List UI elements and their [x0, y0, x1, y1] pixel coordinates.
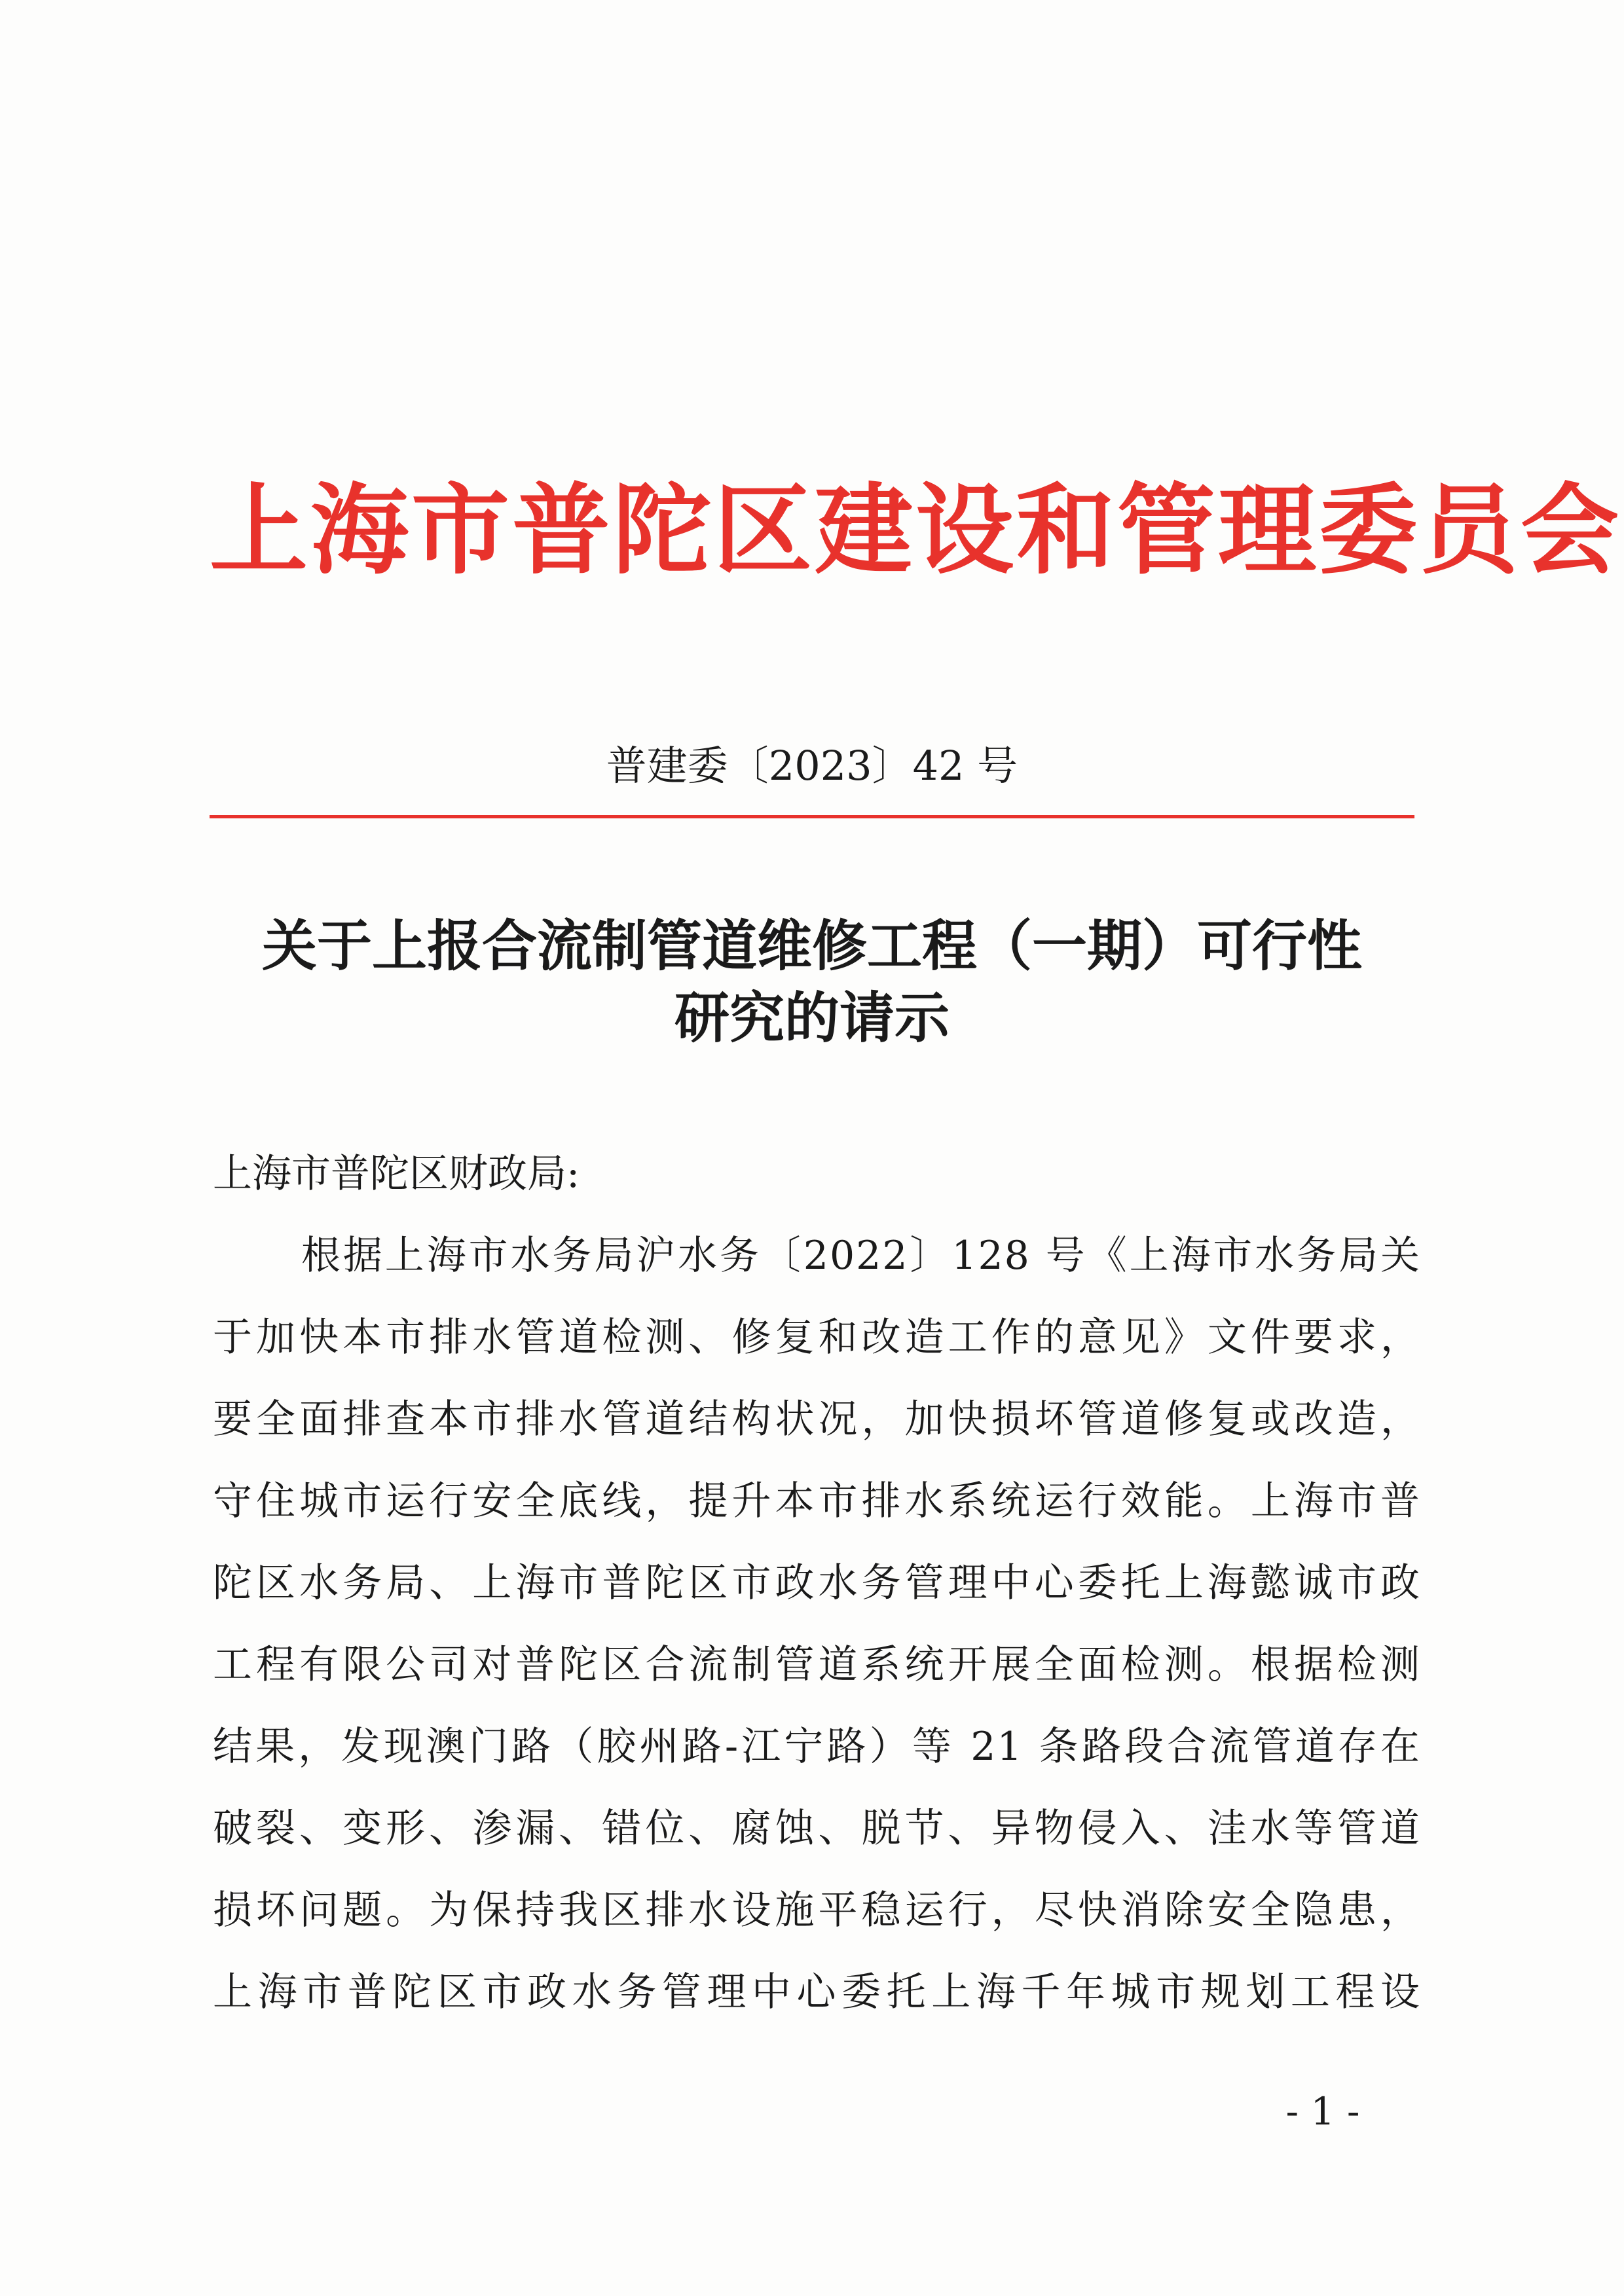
body-line: 结果，发现澳门路（胶州路-江宁路）等 21 条路段合流管道存在 [213, 1724, 1421, 1770]
body-line: 上海市普陀区市政水务管理中心委托上海千年城市规划工程设 [213, 1969, 1421, 2015]
salutation: 上海市普陀区财政局: [213, 1151, 580, 1197]
body-line: 工程有限公司对普陀区合流制管道系统开展全面检测。根据检测 [213, 1642, 1421, 1688]
page-number: - 1 - [1285, 2089, 1360, 2134]
body-line: 破裂、变形、渗漏、错位、腐蚀、脱节、异物侵入、洼水等管道 [213, 1806, 1421, 1851]
title-line-2: 研究的请示 [674, 985, 950, 1050]
title-line-1: 关于上报合流制管道维修工程（一期）可行性 [261, 913, 1362, 978]
body-line: 守住城市运行安全底线，提升本市排水系统运行效能。上海市普 [213, 1478, 1421, 1524]
document-number: 普建委〔2023〕42 号 [606, 742, 1018, 790]
body-line: 根据上海市水务局沪水务〔2022〕128 号《上海市水务局关 [301, 1233, 1421, 1279]
red-separator-line [210, 815, 1414, 818]
body-line: 于加快本市排水管道检测、修复和改造工作的意见》文件要求， [213, 1315, 1421, 1360]
body-line: 损坏问题。为保持我区排水设施平稳运行，尽快消除安全隐患， [213, 1887, 1421, 1933]
body-line: 要全面排查本市排水管道结构状况，加快损坏管道修复或改造， [213, 1396, 1421, 1442]
document-title [210, 910, 1414, 1054]
issuing-organization-header: 上海市普陀区建设和管理委员会 [210, 473, 1622, 588]
body-line: 陀区水务局、上海市普陀区市政水务管理中心委托上海懿诚市政 [213, 1560, 1421, 1606]
body-paragraph [213, 1226, 1421, 2045]
